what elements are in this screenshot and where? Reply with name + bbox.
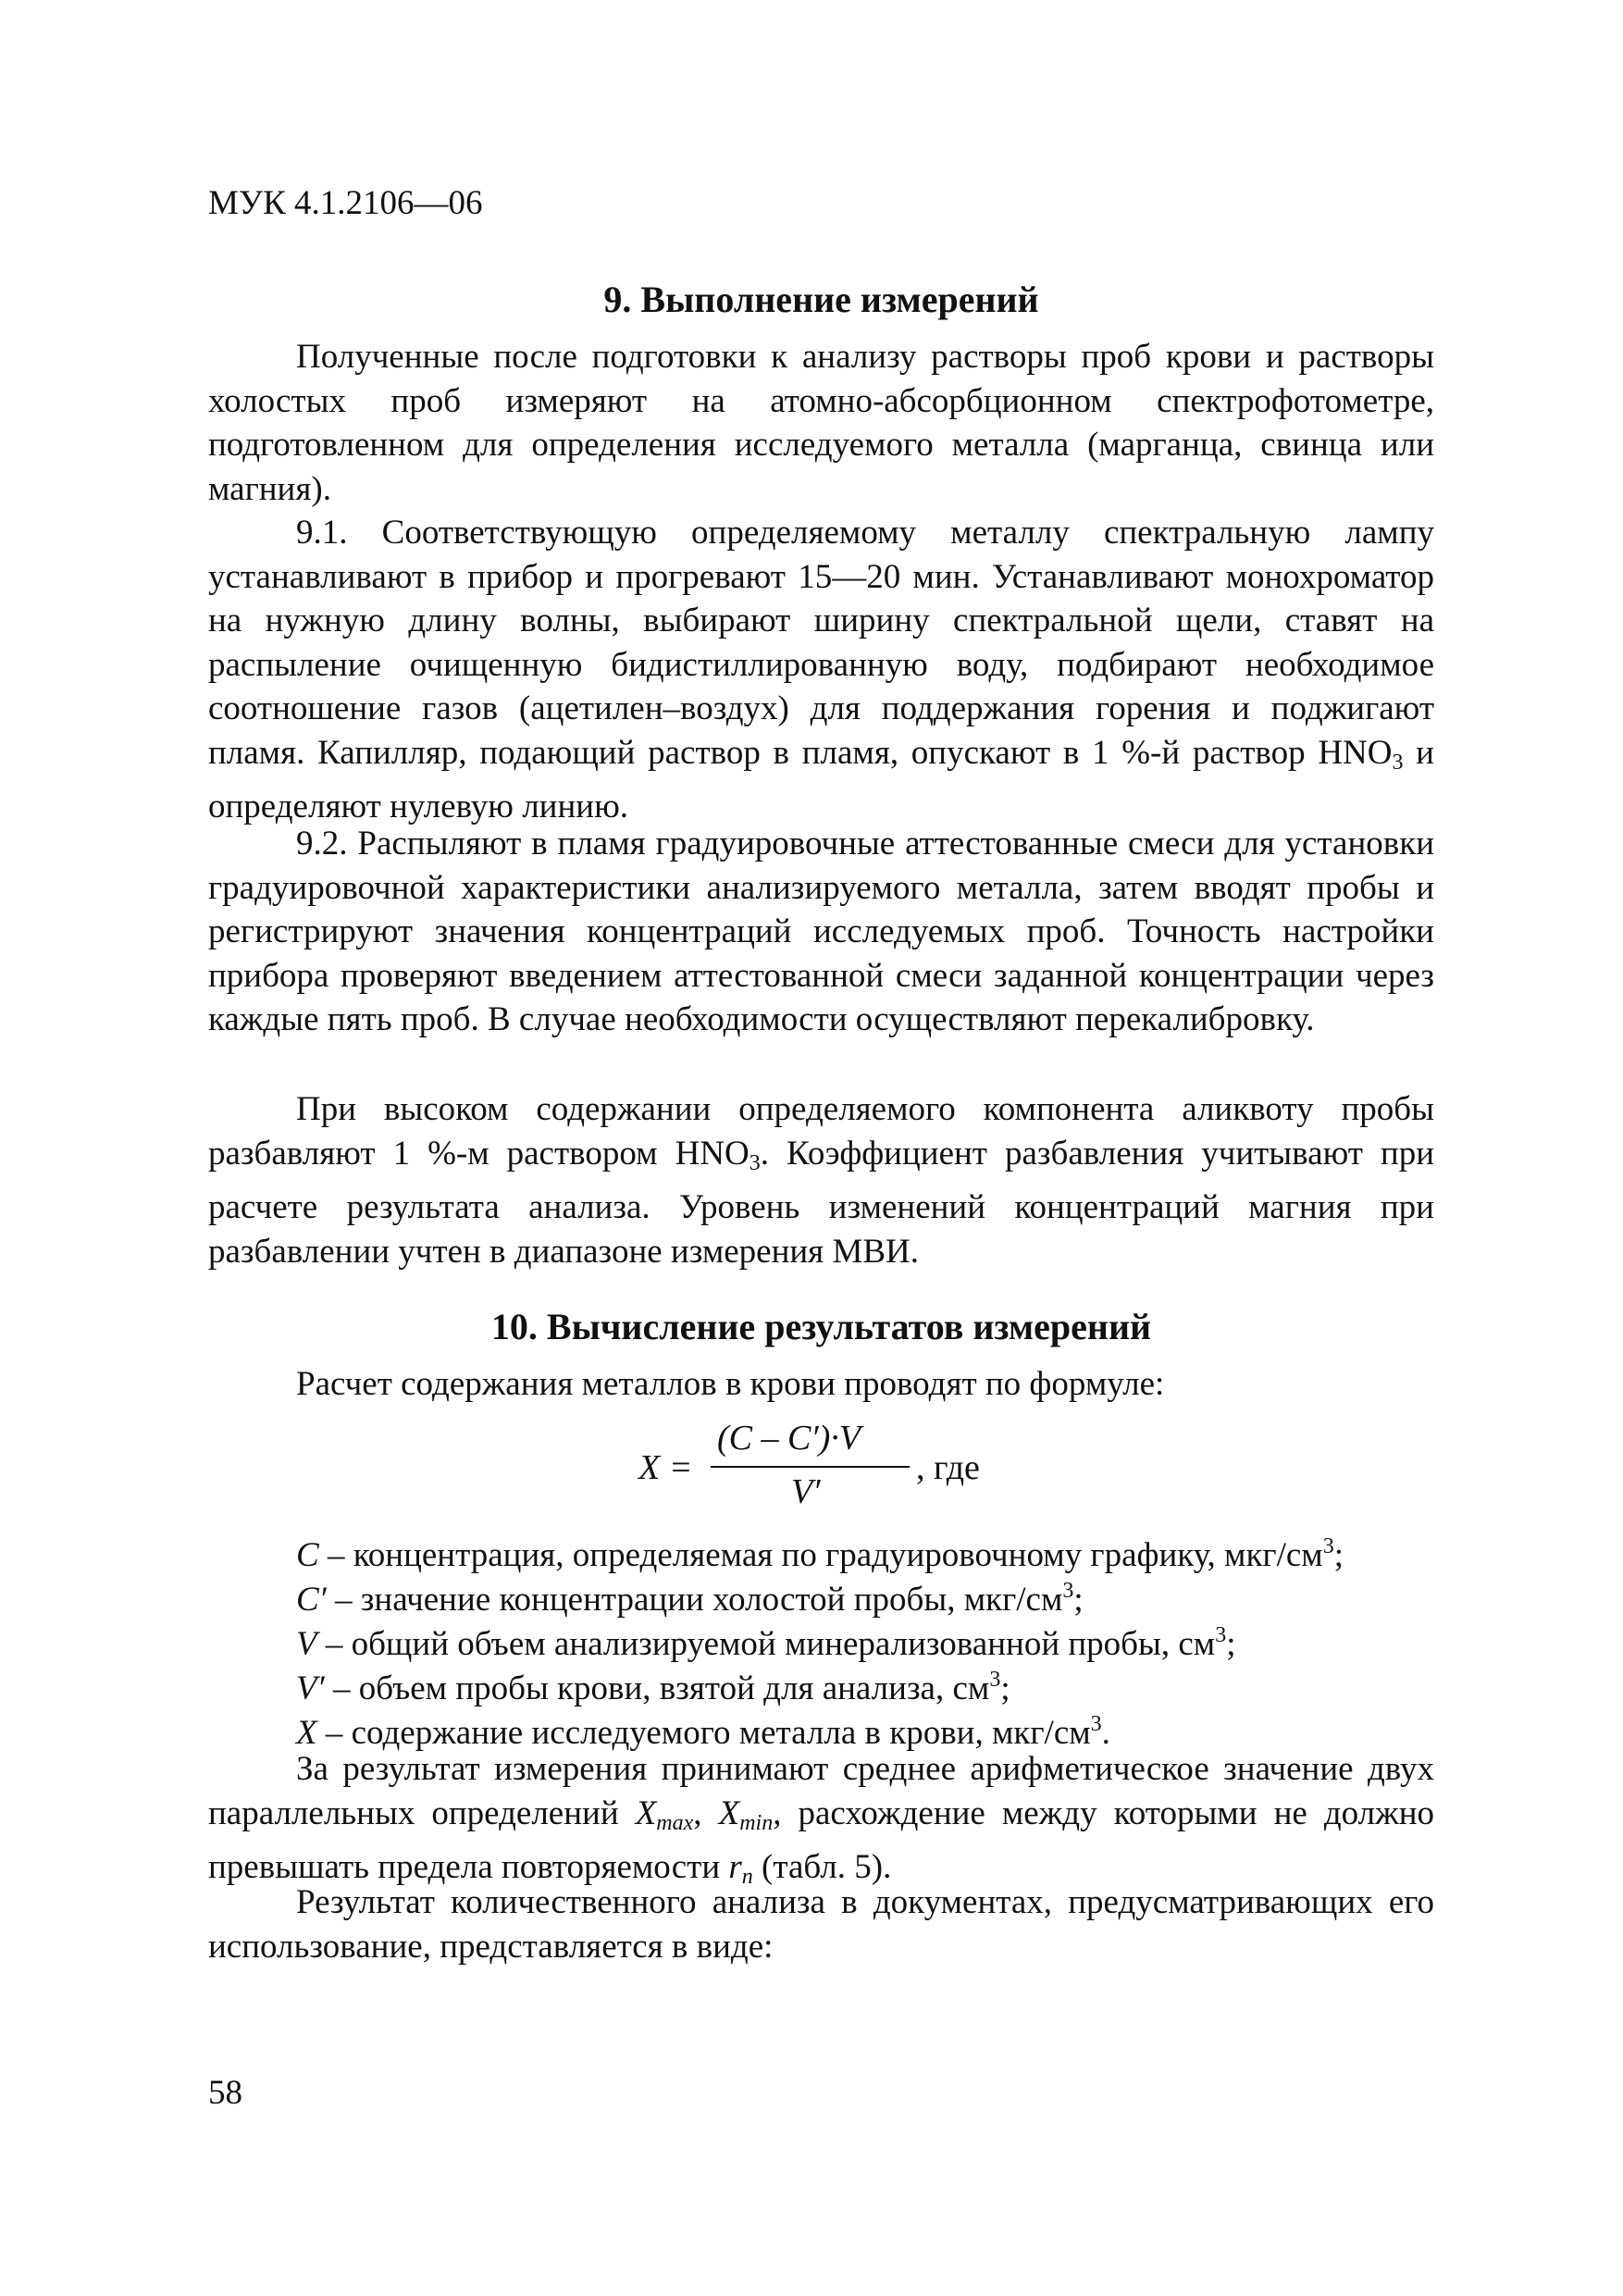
definition-x: X – содержание исследуемого металла в крови, мкг/$см^3$. xyxy=(296,1712,1110,1752)
formula-denominator: V′ xyxy=(791,1472,821,1511)
section-10-intro: Расчет содержания металлов в крови проводят по формуле: xyxy=(296,1365,1165,1403)
formula xyxy=(638,1418,1101,1520)
section-10-paragraph-final: Результат количественного анализа в документах, предусматривающих его использование, представляется в виде: xyxy=(208,1883,1434,1966)
section-10-paragraph-result: За результат измерения принимают среднее арифметическое значение двух параллельных определений $X_{max}$, $X_{min}$, расхождение между которыми не должно превышать предела повторяемости $r_n$ (табл. 5). xyxy=(208,1750,1435,1889)
section-9-paragraph-1: Полученные после подготовки к анализу растворы проб крови и растворы холостых проб измеряют на атомно-абсорбционном спектрофотометре, подготовленном для определения исследуемого металла (марганца, свинца или магния). xyxy=(208,338,1434,508)
fraction-bar xyxy=(711,1466,910,1468)
section-9-title: 9. Выполнение измерений xyxy=(603,279,1039,320)
document-code: МУК 4.1.2106—06 xyxy=(208,184,483,222)
definition-c: C – концентрация, определяемая по градуировочному графику, мкг/$см^3$; xyxy=(296,1534,1344,1574)
page-number: 58 xyxy=(208,2074,242,2112)
section-9-paragraph-2: 9.1. Соответствующую определяемому металлу спектральную лампу устанавливают в прибор и прогревают 15—20 мин. Устанавливают монохроматор на нужную длину волны, выбирают ширину спектральной щели, ставят на распыление очищенную бидистиллированную воду, подбирают необходимое соотношение газов (ацетилен–воздух) для поддержания горения и поджигают пламя. Капилляр, подающий раствор в пламя, опускают в 1 %-й раствор $HNO_3$ и определяют нулевую линию. xyxy=(208,514,1434,825)
formula-numerator: (C – C′)·V xyxy=(717,1419,861,1458)
section-10-title: 10. Вычисление результатов измерений xyxy=(490,1306,1152,1347)
definition-v: V – общий объем анализируемой минерализованной пробы, $см^3$; xyxy=(296,1623,1236,1663)
section-9-paragraph-3: 9.2. Распыляют в пламя градуировочные аттестованные смеси для установки градуировочной характеристики анализируемого металла, затем вводят пробы и регистрируют значения концентраций исследуемых проб. Точность настройки прибора проверяют введением аттестованной смеси заданной концентрации через каждые пять проб. В случае необходимости осуществляют перекалибровку. xyxy=(208,825,1434,1038)
definition-v-prime: V′ – объем пробы крови, взятой для анализа, $см^3$; xyxy=(296,1668,1010,1707)
definition-c-prime: C′ – значение концентрации холостой пробы, мкг/$см^3$; xyxy=(296,1579,1084,1619)
formula-lhs: X = xyxy=(638,1448,693,1487)
section-9-paragraph-4: При высоком содержании определяемого компонента аликвоту пробы разбавляют 1 %-м раствором $HNO_3$. Коэффициент разбавления учитывают при расчете результата анализа. Уровень изменений концентраций магния при разбавлении учтен в диапазоне измерения МВИ. xyxy=(208,1090,1434,1271)
formula-suffix: , где xyxy=(916,1448,980,1487)
